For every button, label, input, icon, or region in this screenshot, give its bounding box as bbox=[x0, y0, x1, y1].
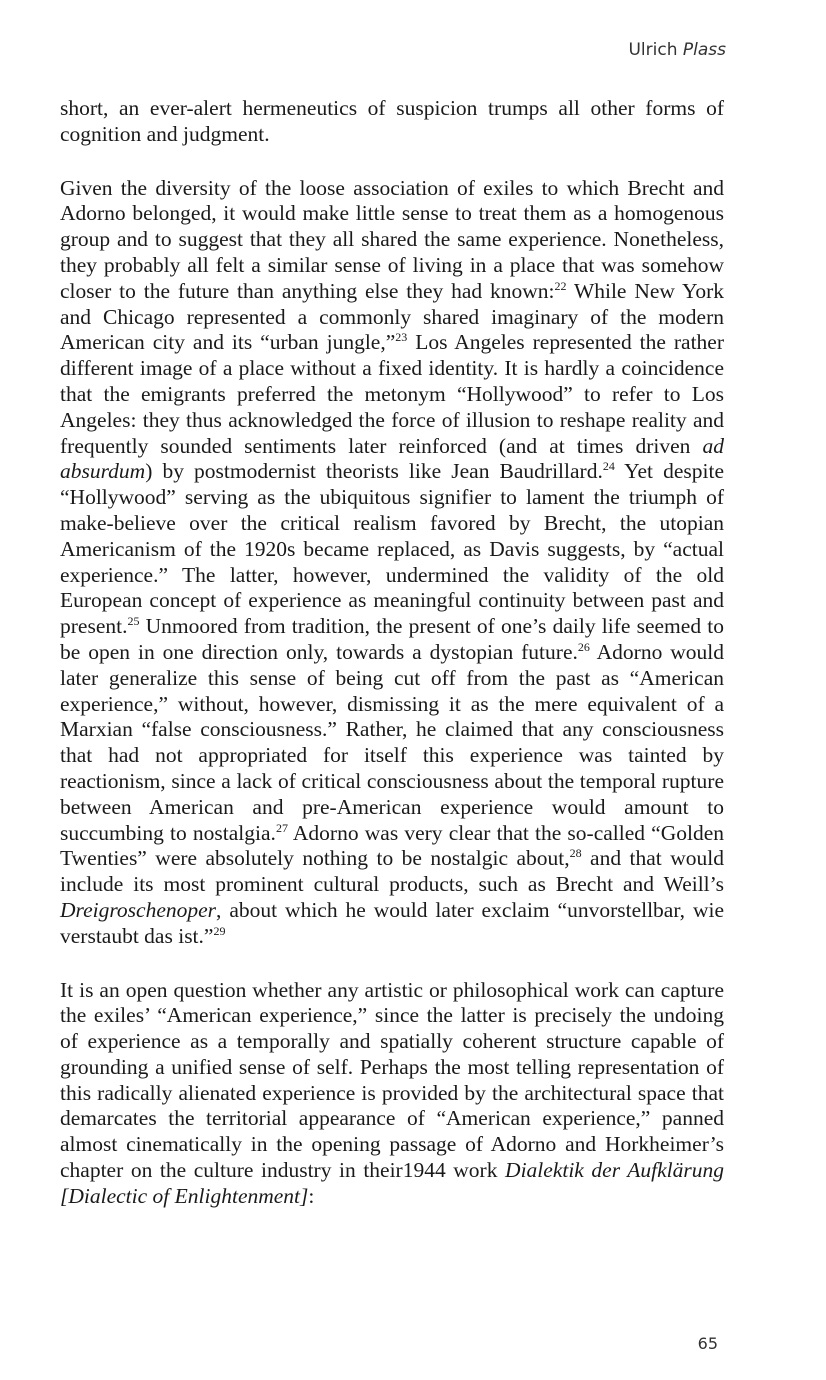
text-run: and that would include its most prominent cultural products, such as Brecht and Weill’s bbox=[60, 846, 724, 897]
italic-text: ad absurdum bbox=[60, 433, 724, 484]
running-header bbox=[628, 40, 726, 60]
text-run: : bbox=[308, 1183, 315, 1208]
text-run: , about which he would later exclaim “unvorstellbar, wie verstaubt das ist.” bbox=[60, 897, 724, 948]
paragraph-continuation bbox=[60, 96, 724, 148]
text-run: short, an ever-alert hermeneutics of suspicion trumps all other forms of cognition and judgment. bbox=[60, 96, 724, 146]
footnote-ref: 23 bbox=[395, 330, 408, 345]
footnote-ref: 27 bbox=[275, 820, 288, 835]
text-run: Los Angeles represented the rather different image of a place without a fixed identity. It is hardly a coincidence that the emigrants preferred the metonym “Hollywood” to refer to Los Angeles: they thus acknowledged the force of illusion to reshape reality and frequently sounded sentiments later reinforced (and at times driven bbox=[60, 330, 724, 458]
text-run: It is an open question whether any artistic or philosophical work can capture the exiles’ “American experience,” since the latter is precisely the undoing of experience as a temporally and spatially coherent structure capable of grounding a unified sense of self. Perhaps the most telling representation of this radically alienated experience is provided by the architectural space that demarcates the territorial appearance of “American experience,” panned almost cinematically in the opening passage of Adorno and Horkheimer’s chapter on the culture industry in their1944 work bbox=[60, 977, 724, 1183]
footnote-ref: 28 bbox=[569, 846, 582, 861]
text-run: Adorno was very clear that the so-called “Golden Twenties” were absolutely nothing to be nostalgic about, bbox=[60, 820, 725, 871]
footnote-ref: 26 bbox=[577, 639, 590, 654]
text-run: While New York and Chicago represented a commonly shared imaginary of the modern American city and its “urban jungle,” bbox=[60, 278, 724, 355]
header-author-first: Ulrich bbox=[628, 40, 678, 60]
paragraph-exiles-experience bbox=[60, 176, 724, 950]
footnote-ref: 29 bbox=[213, 923, 226, 938]
header-author-last: Plass bbox=[682, 40, 726, 60]
page-number: 65 bbox=[697, 1334, 718, 1353]
body-text bbox=[60, 96, 724, 1238]
italic-text: Dialektik der Aufklärung [Dialectic of Enlightenment] bbox=[60, 1158, 724, 1208]
text-run: ) by postmodernist theorists like Jean Baudrillard. bbox=[145, 459, 603, 484]
footnote-ref: 24 bbox=[602, 459, 615, 474]
paragraph-american-experience bbox=[60, 978, 724, 1210]
text-run: Given the diversity of the loose association of exiles to which Brecht and Adorno belonged, it would make little sense to treat them as a homogenous group and to suggest that they all shared the same experience. Nonetheless, they probably all felt a similar sense of living in a place that was somehow closer to the future than anything else they had known: bbox=[60, 175, 724, 303]
italic-text: Dreigroschenoper bbox=[60, 897, 217, 922]
footnote-ref: 25 bbox=[127, 614, 140, 629]
text-run: Adorno would later generalize this sense of being cut off from the past as “American experience,” without, however, dismissing it as the mere equivalent of a Marxian “false consciousness.” Rather, he claimed that any consciousness that had not appropriated for itself this experience was tainted by reactionism, since a lack of critical consciousness about the temporal rupture between American and pre-American experience would amount to succumbing to nostalgia. bbox=[60, 639, 725, 845]
text-run: Unmoored from tradition, the present of one’s daily life seemed to be open in one direction only, towards a dystopian future. bbox=[60, 614, 724, 664]
text-run: Yet despite “Hollywood” serving as the ubiquitous signifier to lament the triumph of make-believe over the critical realism favored by Brecht, the utopian Americanism of the 1920s became replaced, as Davis suggests, by “actual experience.” The latter, however, undermined the validity of the old European concept of experience as meaningful continuity between past and present. bbox=[60, 459, 724, 639]
footnote-ref: 22 bbox=[554, 278, 567, 293]
